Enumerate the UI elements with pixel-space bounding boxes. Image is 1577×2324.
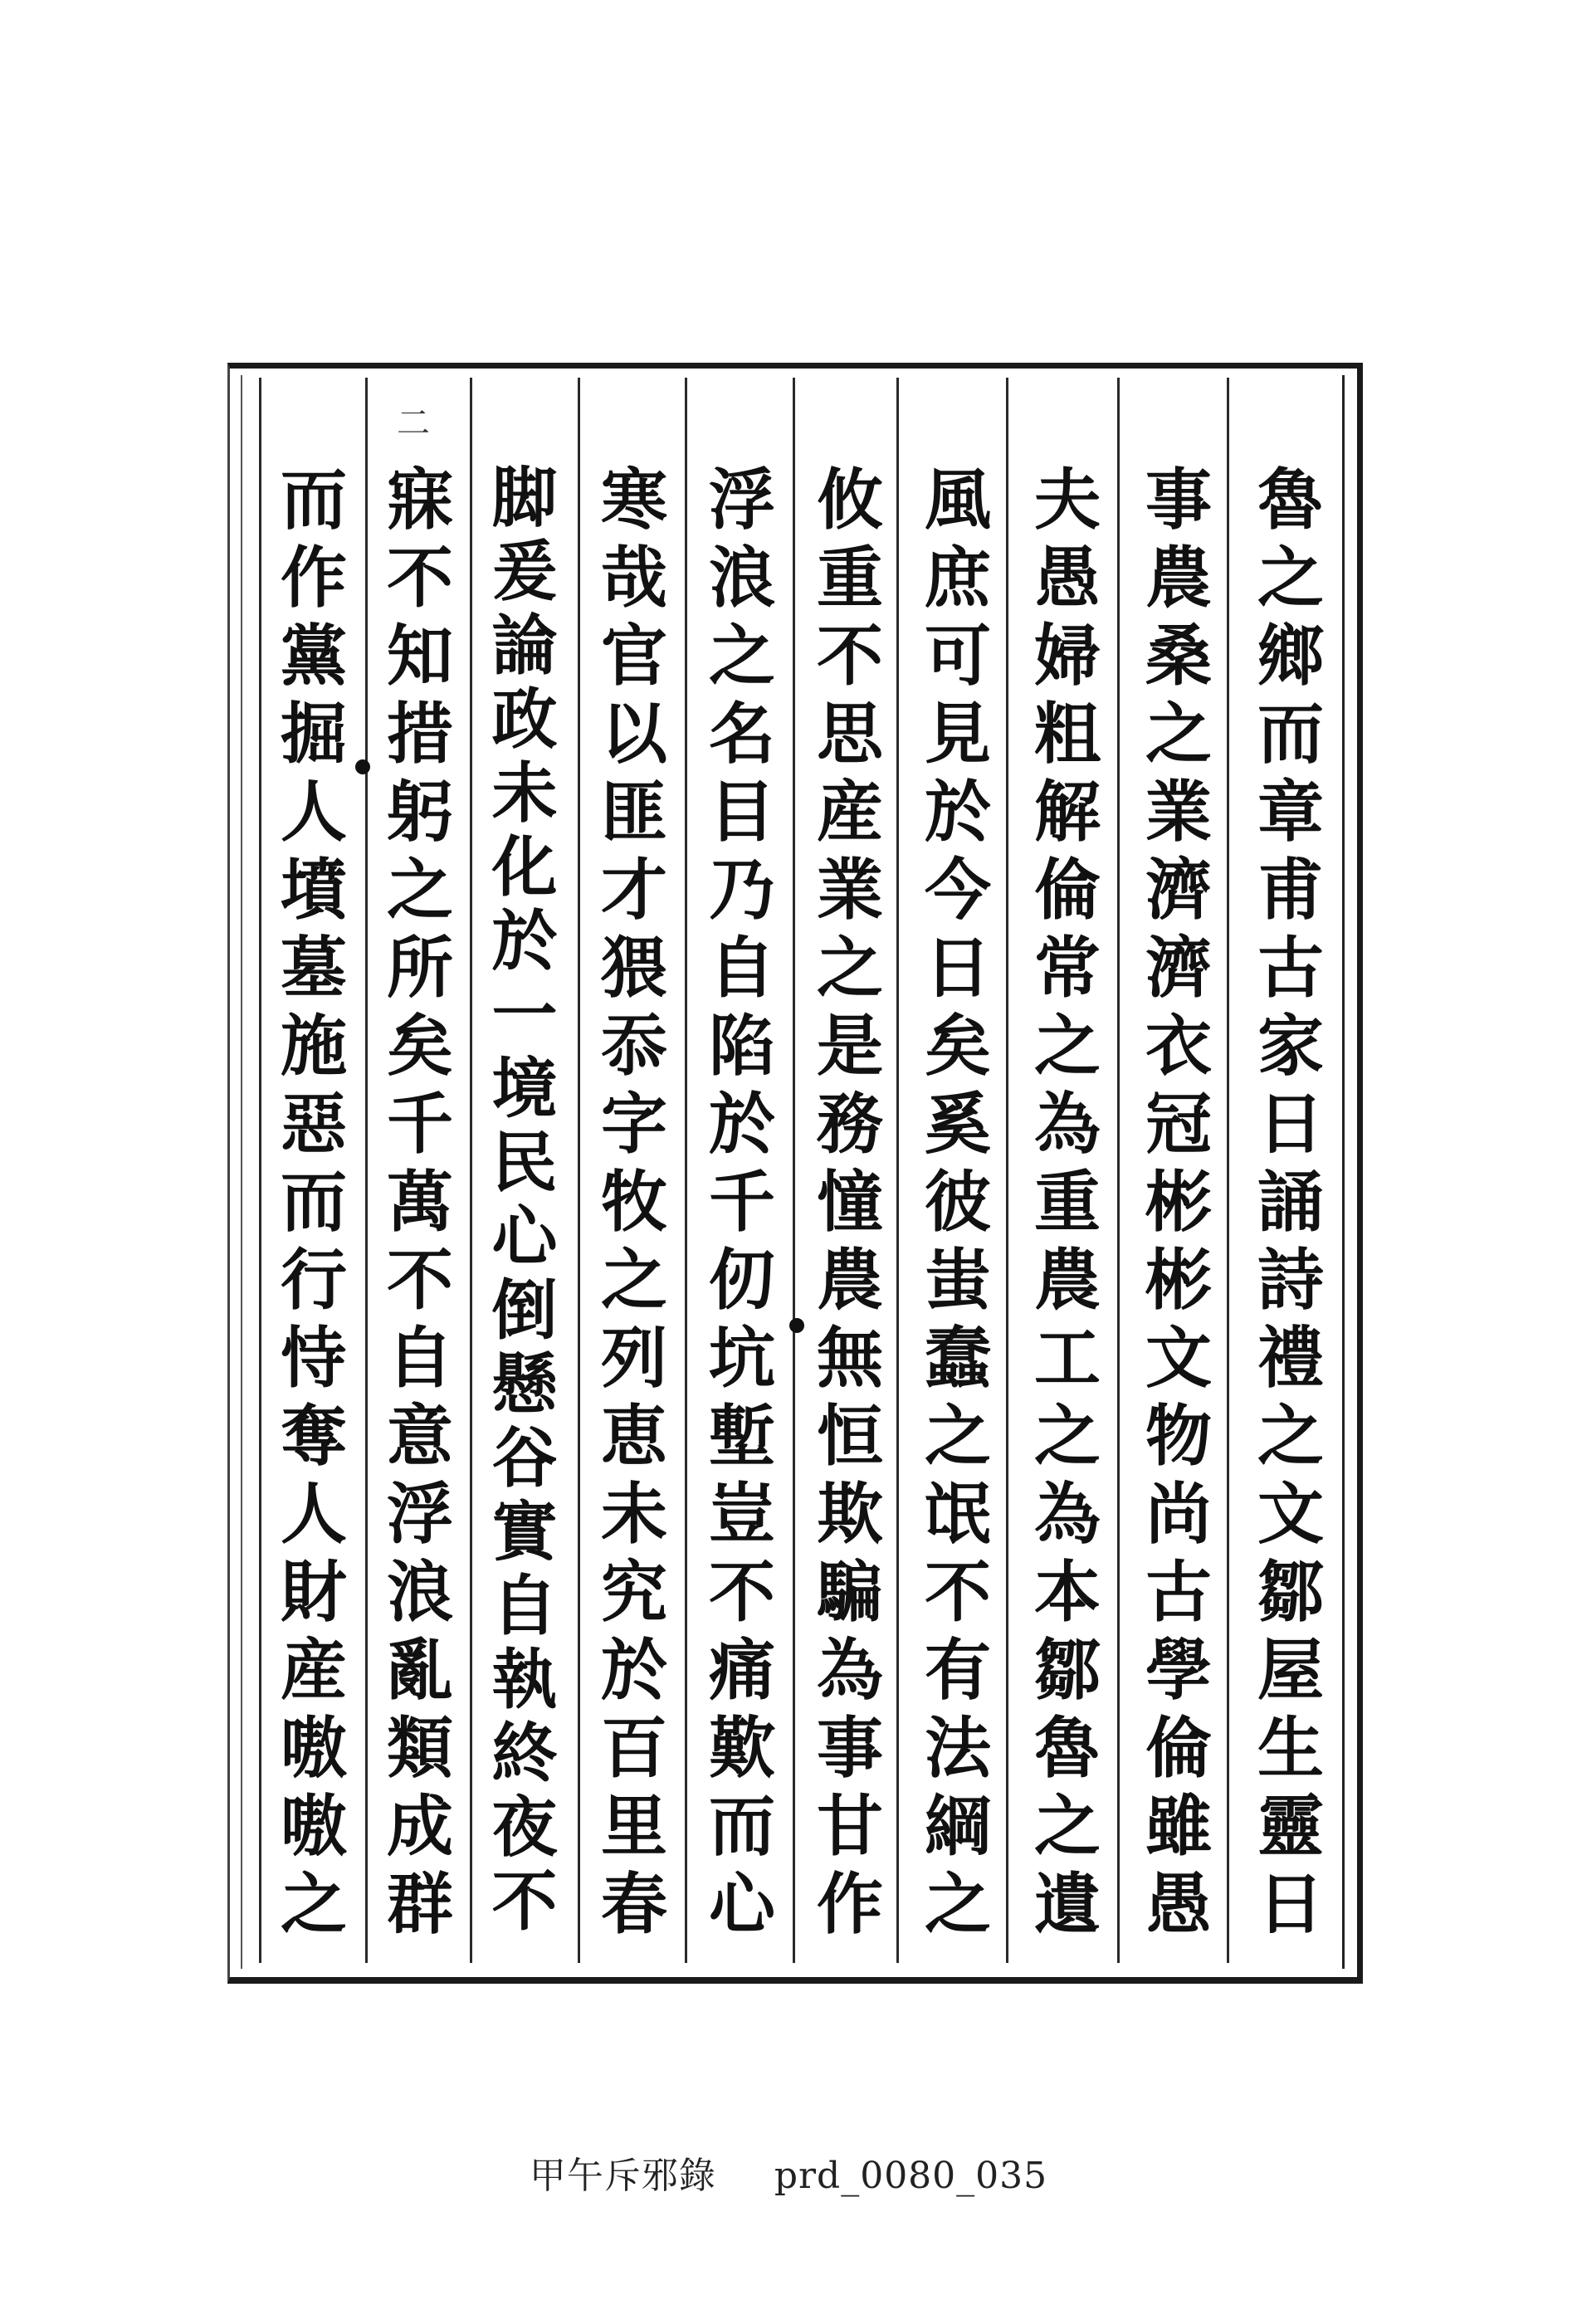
text-char: 浪 <box>709 539 775 617</box>
text-char: 之 <box>281 1865 347 1943</box>
text-column-4 <box>908 461 1008 1946</box>
text-char: 本 <box>1034 1553 1101 1631</box>
text-char: 日 <box>1257 1865 1324 1943</box>
caption-id: prd_0080_035 <box>774 2155 1048 2197</box>
text-char: 生 <box>1257 1709 1324 1787</box>
text-char: 恃 <box>281 1319 347 1397</box>
text-char: 塹 <box>709 1397 775 1475</box>
text-char: 鄒 <box>1257 1553 1324 1631</box>
text-char: 施 <box>281 1007 347 1085</box>
text-char: 自 <box>491 1567 558 1644</box>
text-char: 愚 <box>1034 539 1101 617</box>
text-char: 政 <box>491 681 558 758</box>
text-char: 而 <box>709 1787 775 1865</box>
text-column-2 <box>1129 461 1228 1946</box>
text-char: 農 <box>1145 539 1212 617</box>
text-char: 文 <box>1145 1319 1212 1397</box>
text-char: 列 <box>601 1319 667 1397</box>
text-char: 不 <box>387 539 453 617</box>
text-char: 以 <box>601 695 667 773</box>
text-column-6 <box>692 461 792 1946</box>
text-char: 解 <box>1034 773 1101 851</box>
text-char: 民 <box>491 1124 558 1201</box>
text-char: 作 <box>817 1865 883 1943</box>
text-char: 仞 <box>709 1241 775 1319</box>
text-char: 痛 <box>709 1631 775 1709</box>
text-char: 遺 <box>1034 1865 1101 1943</box>
text-char: 才 <box>601 851 667 929</box>
text-char: 禮 <box>1257 1319 1324 1397</box>
text-char: 措 <box>387 695 453 773</box>
text-char: 是 <box>817 1007 883 1085</box>
text-char: 爰 <box>491 533 558 610</box>
text-char: 物 <box>1145 1397 1212 1475</box>
text-char: 嗷 <box>281 1787 347 1865</box>
text-char: 甫 <box>1257 851 1324 929</box>
text-char: 思 <box>817 695 883 773</box>
text-char: 學 <box>1145 1631 1212 1709</box>
text-char: 鄒 <box>1034 1631 1101 1709</box>
text-char: 尚 <box>1145 1475 1212 1553</box>
text-char: 坑 <box>709 1319 775 1397</box>
text-char: 風 <box>925 461 991 539</box>
text-char: 夫 <box>1034 461 1101 539</box>
text-char: 人 <box>281 773 347 851</box>
column-rule <box>365 378 368 1963</box>
text-char: 重 <box>817 539 883 617</box>
text-char: 庶 <box>925 539 991 617</box>
text-char: 不 <box>817 617 883 695</box>
text-char: 欺 <box>817 1475 883 1553</box>
text-char: 彬 <box>1145 1163 1212 1241</box>
text-char: 業 <box>817 851 883 929</box>
text-char: 境 <box>491 1050 558 1127</box>
text-char: 事 <box>1145 461 1212 539</box>
text-char: 農 <box>817 1241 883 1319</box>
text-char: 文 <box>1257 1475 1324 1553</box>
text-column-9 <box>370 461 470 1946</box>
text-char: 躬 <box>387 773 453 851</box>
text-char: 心 <box>491 1198 558 1275</box>
text-char: 之 <box>387 851 453 929</box>
text-char: 常 <box>1034 929 1101 1007</box>
text-char: 之 <box>1257 1397 1324 1475</box>
text-char: 家 <box>1257 1007 1324 1085</box>
text-char: 可 <box>925 617 991 695</box>
text-char: 乃 <box>709 851 775 929</box>
text-char: 魯 <box>1034 1709 1101 1787</box>
text-char: 而 <box>281 461 347 539</box>
text-column-1 <box>1241 461 1340 1946</box>
text-char: 亂 <box>387 1631 453 1709</box>
column-rule <box>470 378 472 1963</box>
text-char: 寒 <box>601 461 667 539</box>
text-char: 矣 <box>387 1007 453 1085</box>
text-char: 實 <box>491 1493 558 1570</box>
text-char: 倫 <box>1034 851 1101 929</box>
text-char: 為 <box>817 1631 883 1709</box>
text-char: 氓 <box>925 1475 991 1553</box>
column-rule <box>1117 378 1120 1963</box>
text-char: 群 <box>387 1865 453 1943</box>
text-char: 甘 <box>817 1787 883 1865</box>
text-char: 意 <box>387 1397 453 1475</box>
text-char: 財 <box>281 1553 347 1631</box>
text-char: 靈 <box>1257 1787 1324 1865</box>
text-char: 憧 <box>817 1163 883 1241</box>
text-char: 攸 <box>817 461 883 539</box>
text-char: 見 <box>925 695 991 773</box>
text-char: 於 <box>925 773 991 851</box>
text-char: 目 <box>709 773 775 851</box>
text-char: 未 <box>491 754 558 832</box>
text-char: 之 <box>1145 695 1212 773</box>
text-char: 所 <box>387 929 453 1007</box>
text-char: 字 <box>601 1085 667 1163</box>
text-char: 不 <box>387 1241 453 1319</box>
text-char: 寐 <box>387 461 453 539</box>
text-char: 産 <box>817 773 883 851</box>
text-char: 無 <box>817 1319 883 1397</box>
text-char: 猥 <box>601 929 667 1007</box>
text-char: 務 <box>817 1085 883 1163</box>
text-char: 古 <box>1257 929 1324 1007</box>
text-char: 之 <box>1034 1787 1101 1865</box>
text-char: 歎 <box>709 1709 775 1787</box>
text-char: 婦 <box>1034 617 1101 695</box>
text-char: 奚 <box>925 1085 991 1163</box>
text-char: 浮 <box>387 1475 453 1553</box>
text-char: 陷 <box>709 1007 775 1085</box>
text-char: 豈 <box>709 1475 775 1553</box>
text-char: 之 <box>1034 1397 1101 1475</box>
text-char: 論 <box>491 607 558 684</box>
text-char: 粗 <box>1034 695 1101 773</box>
text-char: 萬 <box>387 1163 453 1241</box>
text-char: 桑 <box>1145 617 1212 695</box>
text-char: 倒 <box>491 1272 558 1349</box>
text-char: 里 <box>601 1787 667 1865</box>
text-char: 之 <box>709 617 775 695</box>
text-char: 知 <box>387 617 453 695</box>
text-char: 掘 <box>281 695 347 773</box>
text-char: 重 <box>1034 1163 1101 1241</box>
text-char: 蚩 <box>925 1241 991 1319</box>
text-char: 終 <box>491 1715 558 1792</box>
text-char: 之 <box>925 1865 991 1943</box>
text-char: 業 <box>1145 773 1212 851</box>
text-char: 谷 <box>491 1419 558 1496</box>
text-char: 之 <box>925 1397 991 1475</box>
text-char: 衣 <box>1145 1007 1212 1085</box>
text-char: 脚 <box>491 459 558 536</box>
text-char: 章 <box>1257 773 1324 851</box>
fold-mark: 二 <box>397 404 430 442</box>
text-char: 騙 <box>817 1553 883 1631</box>
text-char: 於 <box>601 1631 667 1709</box>
text-char: 日 <box>925 929 991 1007</box>
text-char: 為 <box>1034 1085 1101 1163</box>
text-char: 冠 <box>1145 1085 1212 1163</box>
text-char: 彼 <box>925 1163 991 1241</box>
text-char: 魯 <box>1257 461 1324 539</box>
text-char: 浮 <box>709 461 775 539</box>
text-char: 愚 <box>1145 1865 1212 1943</box>
text-char: 而 <box>281 1163 347 1241</box>
text-char: 黨 <box>281 617 347 695</box>
text-char: 雖 <box>1145 1787 1212 1865</box>
text-char: 忝 <box>601 1007 667 1085</box>
text-char: 不 <box>925 1553 991 1631</box>
text-char: 濟 <box>1145 851 1212 929</box>
text-char: 於 <box>709 1085 775 1163</box>
page-caption <box>0 2146 1577 2199</box>
text-char: 名 <box>709 695 775 773</box>
text-char: 成 <box>387 1787 453 1865</box>
text-column-3 <box>1018 461 1117 1946</box>
column-rule <box>578 378 580 1963</box>
column-rule <box>259 378 261 1963</box>
text-char: 恵 <box>601 1397 667 1475</box>
text-char: 百 <box>601 1709 667 1787</box>
text-char: 牧 <box>601 1163 667 1241</box>
text-char: 今 <box>925 851 991 929</box>
punctuation-dot <box>789 1318 804 1333</box>
text-char: 事 <box>817 1709 883 1787</box>
text-char: 法 <box>925 1709 991 1787</box>
text-char: 人 <box>281 1475 347 1553</box>
text-char: 夜 <box>491 1789 558 1866</box>
text-char: 而 <box>1257 695 1324 773</box>
text-char: 蠢 <box>925 1319 991 1397</box>
text-char: 倫 <box>1145 1709 1212 1787</box>
text-column-8 <box>475 461 574 1946</box>
caption-title: 甲午斥邪錄 <box>529 2155 716 2197</box>
text-char: 哉 <box>601 539 667 617</box>
text-char: 之 <box>1257 539 1324 617</box>
text-char: 自 <box>709 929 775 1007</box>
text-char: 類 <box>387 1709 453 1787</box>
text-char: 浪 <box>387 1553 453 1631</box>
text-char: 恒 <box>817 1397 883 1475</box>
text-char: 不 <box>491 1863 558 1940</box>
text-char: 匪 <box>601 773 667 851</box>
text-char: 之 <box>601 1241 667 1319</box>
text-char: 執 <box>491 1641 558 1718</box>
text-char: 心 <box>709 1865 775 1943</box>
text-char: 農 <box>1034 1241 1101 1319</box>
text-char: 一 <box>491 976 558 1053</box>
text-char: 彬 <box>1145 1241 1212 1319</box>
text-char: 千 <box>709 1163 775 1241</box>
text-char: 春 <box>601 1865 667 1943</box>
text-char: 嗷 <box>281 1709 347 1787</box>
text-char: 鄉 <box>1257 617 1324 695</box>
text-char: 化 <box>491 828 558 906</box>
text-char: 屋 <box>1257 1631 1324 1709</box>
text-char: 綱 <box>925 1787 991 1865</box>
text-char: 官 <box>601 617 667 695</box>
text-char: 工 <box>1034 1319 1101 1397</box>
text-char: 懸 <box>491 1345 558 1423</box>
text-char: 行 <box>281 1241 347 1319</box>
text-char: 奪 <box>281 1397 347 1475</box>
text-char: 日 <box>1257 1085 1324 1163</box>
text-column-7 <box>584 461 684 1946</box>
column-rule <box>793 378 795 1963</box>
text-char: 於 <box>491 902 558 979</box>
punctuation-dot <box>355 759 370 774</box>
text-char: 墳 <box>281 851 347 929</box>
text-char: 矣 <box>925 1007 991 1085</box>
text-char: 之 <box>817 929 883 1007</box>
text-char: 千 <box>387 1085 453 1163</box>
text-char: 産 <box>281 1631 347 1709</box>
text-char: 詩 <box>1257 1241 1324 1319</box>
text-char: 未 <box>601 1475 667 1553</box>
text-char: 惡 <box>281 1085 347 1163</box>
text-char: 墓 <box>281 929 347 1007</box>
text-char: 濟 <box>1145 929 1212 1007</box>
text-column-10 <box>264 461 364 1946</box>
text-char: 之 <box>1034 1007 1101 1085</box>
text-char: 自 <box>387 1319 453 1397</box>
text-column-5 <box>800 461 900 1946</box>
text-char: 作 <box>281 539 347 617</box>
text-char: 古 <box>1145 1553 1212 1631</box>
text-char: 誦 <box>1257 1163 1324 1241</box>
column-rule <box>685 378 687 1963</box>
text-char: 不 <box>709 1553 775 1631</box>
text-char: 為 <box>1034 1475 1101 1553</box>
text-char: 究 <box>601 1553 667 1631</box>
text-char: 有 <box>925 1631 991 1709</box>
